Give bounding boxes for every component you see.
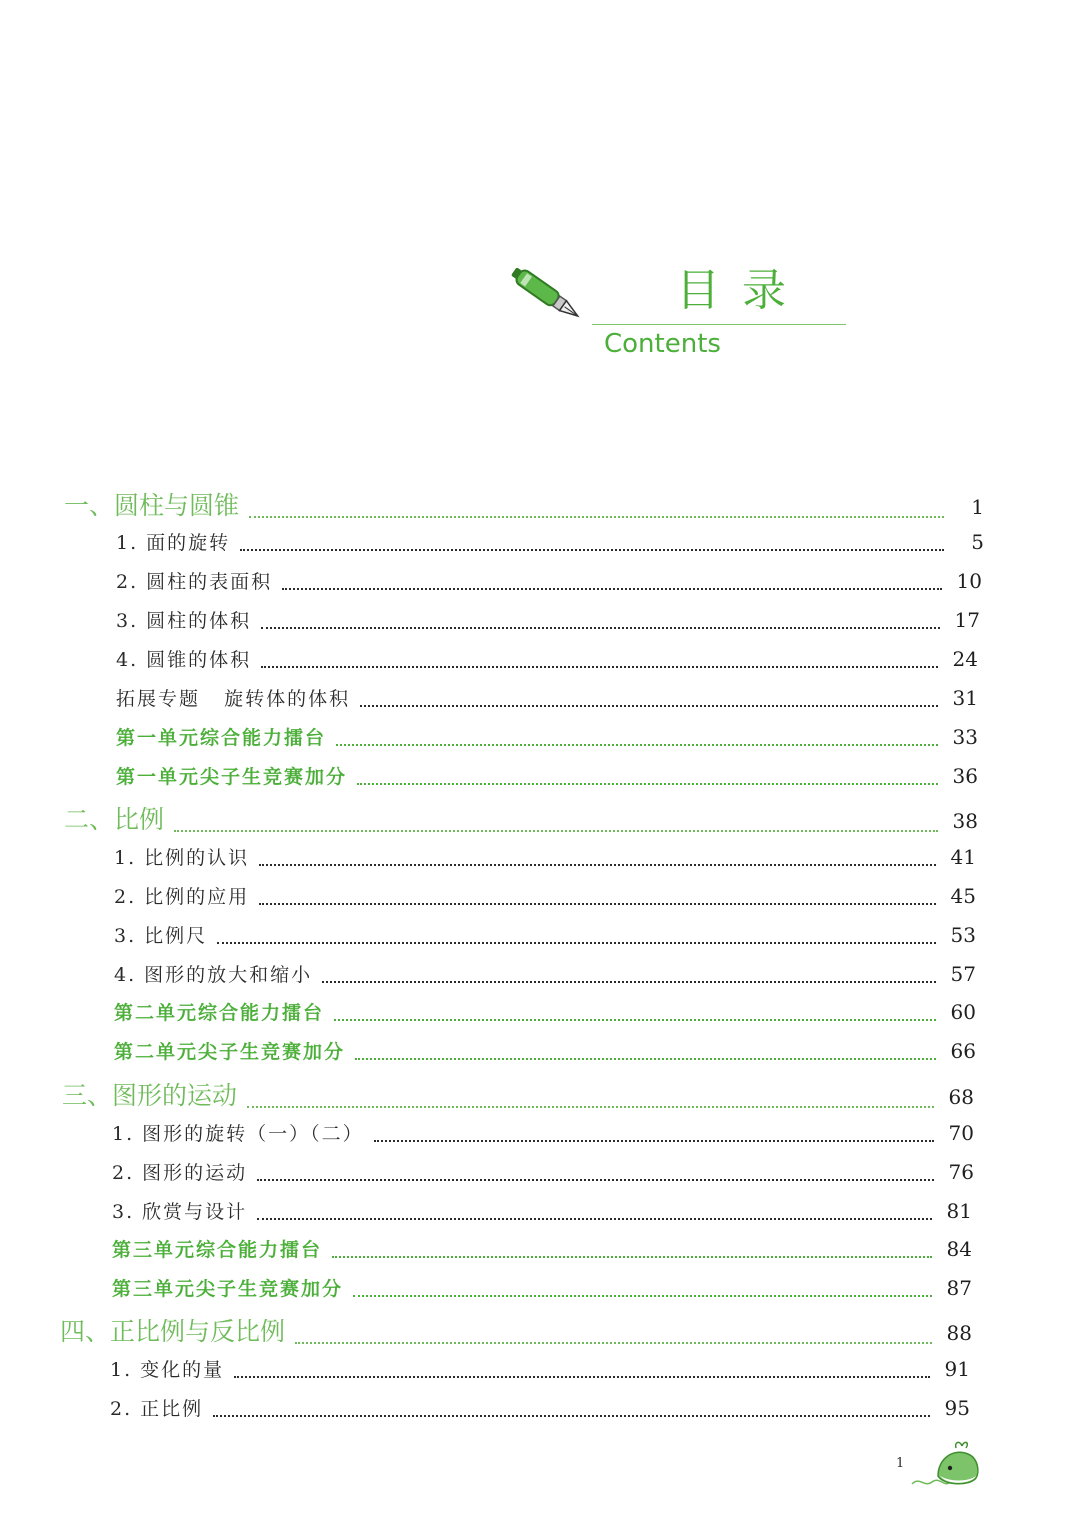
toc-page-number: 36 [952,764,978,788]
toc-label: 第三单元尖子生竞赛加分 [112,1278,344,1300]
dot-leader [353,1293,932,1297]
toc-label: 第一单元综合能力擂台 [116,727,327,749]
page-subtitle: Contents [604,329,721,359]
toc-page-number: 38 [952,809,978,833]
dot-leader [295,1340,932,1344]
toc-label: 3. 欣赏与设计 [112,1201,248,1223]
toc-row-lesson[interactable] [114,960,976,987]
toc-page-number: 88 [946,1321,972,1345]
toc-label: 四、正比例与反比例 [60,1317,286,1346]
toc-label: 2. 比例的应用 [114,886,250,908]
toc-page-number: 95 [944,1396,970,1420]
toc-label: 二、比例 [64,805,165,834]
toc-page-number: 53 [950,923,976,947]
toc-row-lesson[interactable] [116,567,982,594]
toc-row-lesson[interactable] [114,921,976,948]
toc-row-lesson[interactable] [116,684,978,711]
toc-row-lesson[interactable] [110,1355,970,1382]
toc-label: 三、图形的运动 [62,1081,238,1110]
dot-leader [247,1104,934,1108]
toc-row-special[interactable] [114,998,976,1025]
toc-page-number: 5 [971,530,984,554]
toc-page-number: 10 [956,569,982,593]
toc-row-unit[interactable] [60,1312,972,1348]
dot-leader [322,979,936,983]
toc-row-lesson[interactable] [110,1394,970,1421]
toc-row-special[interactable] [112,1274,972,1301]
dot-leader [234,1374,930,1378]
toc-page-number: 91 [944,1357,970,1381]
dot-leader [259,862,936,866]
toc-page-number: 84 [946,1237,972,1261]
toc-row-unit[interactable] [64,486,984,522]
toc-row-lesson[interactable] [112,1119,974,1146]
toc-page-number: 1 [971,495,984,519]
toc-label: 1. 面的旋转 [116,532,231,554]
toc-row-lesson[interactable] [116,606,980,633]
title-divider [592,324,846,325]
toc-row-lesson[interactable] [114,843,976,870]
toc-row-lesson[interactable] [112,1158,974,1185]
dot-leader [336,742,938,746]
toc-label: 1. 变化的量 [110,1359,225,1381]
toc-header [500,258,860,368]
dot-leader [257,1177,934,1181]
toc-page-number: 87 [946,1276,972,1300]
toc-page-number: 17 [954,608,980,632]
dot-leader [257,1216,932,1220]
toc-row-special[interactable] [116,762,978,789]
toc-page-number: 81 [946,1199,972,1223]
toc-page-number: 45 [950,884,976,908]
dot-leader [360,703,938,707]
toc-page-number: 57 [950,962,976,986]
toc-page-number: 66 [950,1039,976,1063]
toc-page-number: 70 [948,1121,974,1145]
toc-label: 一、圆柱与圆锥 [64,491,240,520]
toc-label: 第三单元综合能力擂台 [112,1239,323,1261]
dot-leader [213,1413,930,1417]
toc-page-number: 24 [952,647,978,671]
toc-row-special[interactable] [116,723,978,750]
dot-leader [174,828,938,832]
toc-row-special[interactable] [112,1235,972,1262]
whale-icon [910,1436,980,1494]
toc-label: 2. 图形的运动 [112,1162,248,1184]
toc-page-number: 76 [948,1160,974,1184]
toc-page-number: 68 [948,1085,974,1109]
footer-page-number: 1 [896,1456,905,1471]
page-footer [880,1436,980,1496]
toc-row-special[interactable] [114,1037,976,1064]
toc-label: 1. 图形的旋转（一）（二） [112,1123,364,1145]
dot-leader [240,547,944,551]
fountain-pen-icon [504,262,588,328]
dot-leader [261,664,938,668]
toc-label: 1. 比例的认识 [114,847,250,869]
dot-leader [261,625,940,629]
toc-label: 第一单元尖子生竞赛加分 [116,766,348,788]
toc-label: 2. 圆柱的表面积 [116,571,273,593]
toc-label: 3. 比例尺 [114,925,208,947]
toc-label: 第二单元尖子生竞赛加分 [114,1041,346,1063]
toc-page-number: 33 [952,725,978,749]
dot-leader [259,901,936,905]
toc-row-unit[interactable] [64,800,978,836]
dot-leader [334,1017,936,1021]
dot-leader [217,940,936,944]
dot-leader [332,1254,932,1258]
toc-label: 2. 正比例 [110,1398,204,1420]
dot-leader [282,586,942,590]
toc-page-number: 60 [950,1000,976,1024]
toc-label: 3. 圆柱的体积 [116,610,252,632]
dot-leader [355,1056,936,1060]
toc-label: 第二单元综合能力擂台 [114,1002,325,1024]
page-title: 目录 [676,265,808,316]
dot-leader [249,514,944,518]
dot-leader [357,781,938,785]
toc-page-number: 41 [950,845,976,869]
toc-row-lesson[interactable] [112,1197,972,1224]
toc-label: 4. 图形的放大和缩小 [114,964,313,986]
toc-page-number: 31 [952,686,978,710]
dot-leader [374,1138,934,1142]
toc-label: 拓展专题 旋转体的体积 [116,688,351,710]
toc-row-lesson[interactable] [116,645,978,672]
toc-row-unit[interactable] [62,1076,974,1112]
toc-row-lesson[interactable] [116,528,984,555]
toc-label: 4. 圆锥的体积 [116,649,252,671]
toc-row-lesson[interactable] [114,882,976,909]
